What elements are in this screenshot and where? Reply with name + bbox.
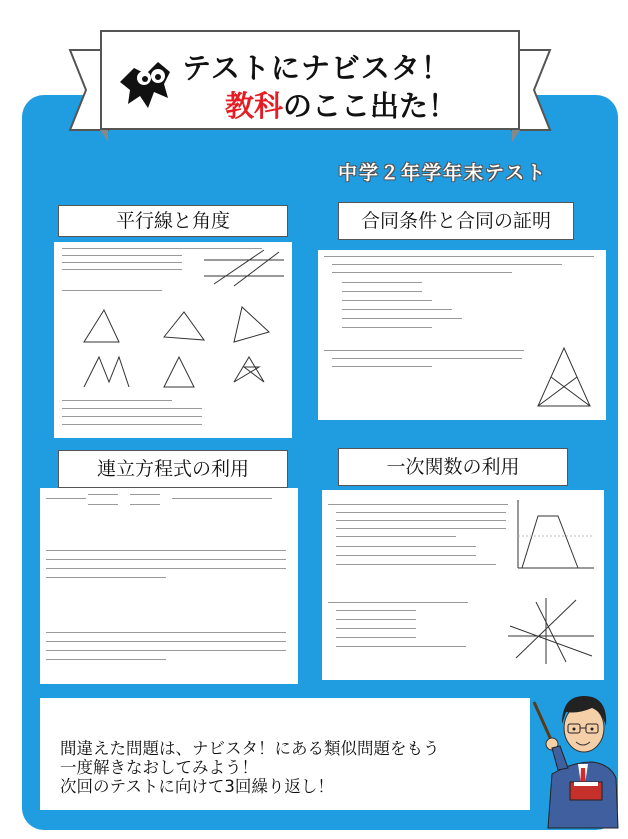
title-subject: 教科 <box>225 89 284 123</box>
section-label-parallel-lines: 平行線と角度 <box>58 205 288 237</box>
title-line-2 <box>225 84 457 125</box>
exam-subtitle: 中学２年学年末テスト <box>338 162 548 184</box>
worksheet-simultaneous-equations <box>40 488 298 684</box>
title-line-1: テストにナビスタ！ <box>182 51 451 85</box>
teacher-illustration <box>522 678 622 836</box>
title-banner <box>100 30 520 130</box>
advice-line-3: 次回のテストに向けて3回繰り返し！ <box>60 777 334 796</box>
worksheet-linear-functions <box>322 490 604 680</box>
advice-message-box <box>40 698 530 810</box>
navista-logo-icon <box>114 52 176 114</box>
section-label-congruence: 合同条件と合同の証明 <box>338 202 574 240</box>
worksheet-parallel-lines <box>54 242 292 438</box>
advice-line-1: 間違えた問題は、ナビスタ！にある類似問題をもう <box>60 739 440 758</box>
advice-line-2: 一度解きなおしてみよう！ <box>60 758 258 777</box>
section-label-linear-functions: 一次関数の利用 <box>338 448 568 486</box>
worksheet-congruence <box>318 250 606 420</box>
section-label-simultaneous-equations: 連立方程式の利用 <box>58 450 288 488</box>
title-rest: のここ出た！ <box>283 89 458 123</box>
